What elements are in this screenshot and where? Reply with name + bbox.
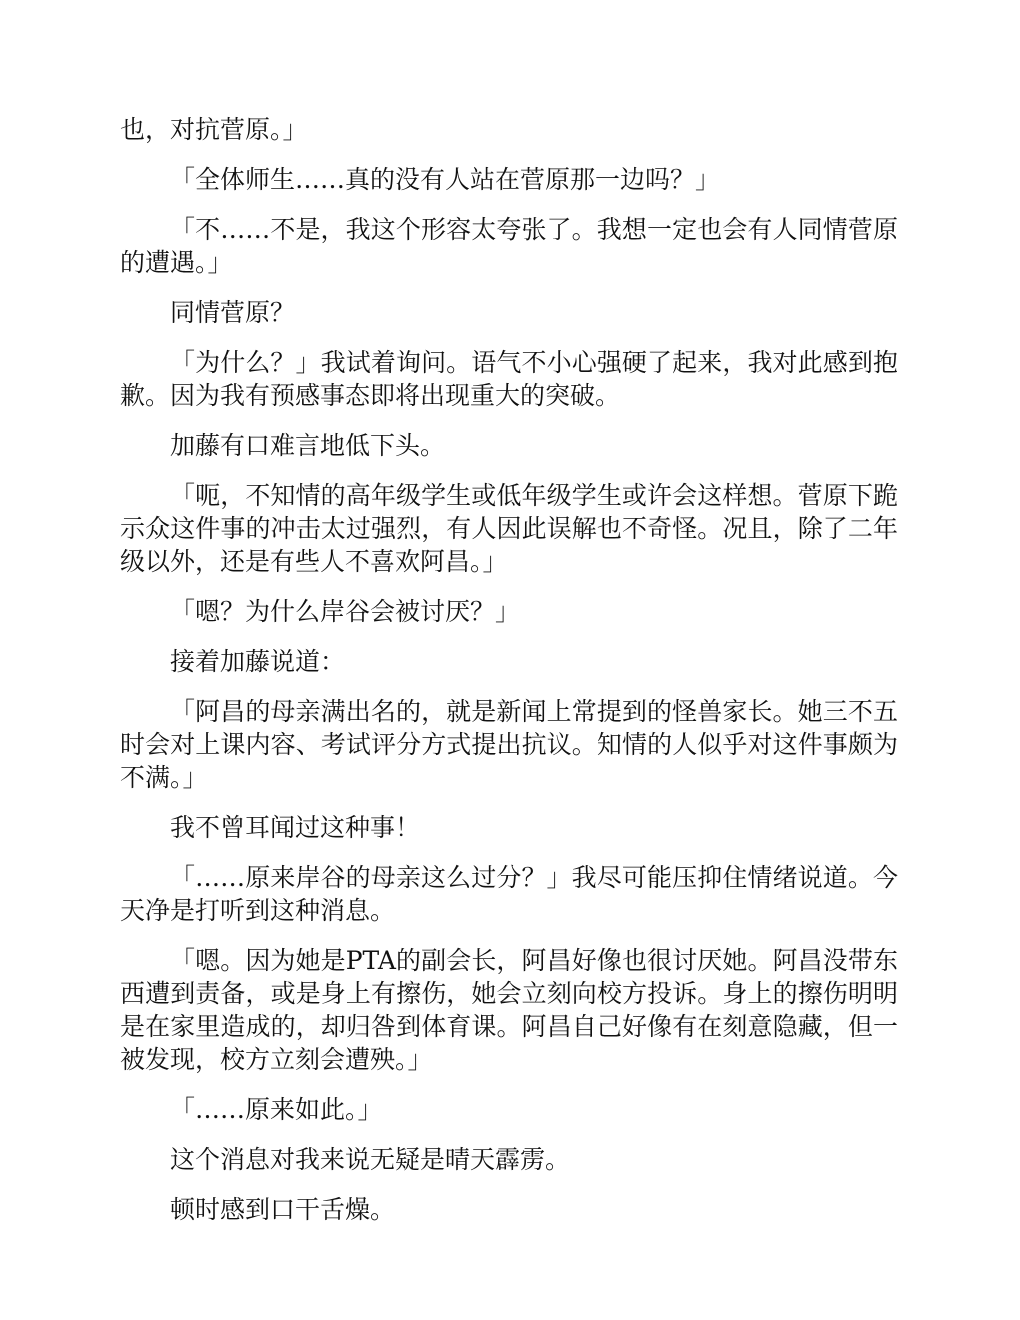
paragraph: 我不曾耳闻过这种事！ [170, 813, 421, 842]
paragraph: 「……原来如此。」 [170, 1095, 383, 1124]
paragraph: 「全体师生……真的没有人站在菅原那一边吗？」 [170, 165, 721, 194]
paragraph: 「嗯？为什么岸谷会被讨厌？」 [170, 597, 521, 626]
paragraph: 「阿昌的母亲满出名的，就是新闻上常提到的怪兽家长。她三不五时会对上课内容、考试评分方式提出抗议。知情的人似乎对这件事颇为不满。」 [120, 697, 898, 792]
document-page [120, 113, 898, 1243]
paragraph: 这个消息对我来说无疑是晴天霹雳。 [170, 1145, 571, 1174]
paragraph: 「为什么？」我试着询问。语气不小心强硬了起来，我对此感到抱歉。因为我有预感事态即将出现重大的突破。 [120, 348, 898, 410]
paragraph: 也，对抗菅原。」 [120, 115, 308, 144]
paragraph: 「嗯。因为她是PTA的副会长，阿昌好像也很讨厌她。阿昌没带东西遭到责备，或是身上有擦伤，她会立刻向校方投诉。身上的擦伤明明是在家里造成的，却归咎到体育课。阿昌自己好像有在刻意隐藏，但一被发现，校方立刻会遭殃。」 [120, 946, 898, 1074]
paragraph: 「……原来岸谷的母亲这么过分？」我尽可能压抑住情绪说道。今天净是打听到这种消息。 [120, 863, 898, 925]
paragraph: 加藤有口难言地低下头。 [170, 431, 446, 460]
paragraph: 接着加藤说道： [170, 647, 346, 676]
paragraph: 同情菅原？ [170, 298, 296, 327]
paragraph: 顿时感到口干舌燥。 [170, 1195, 396, 1224]
paragraph: 「呃，不知情的高年级学生或低年级学生或许会这样想。菅原下跪示众这件事的冲击太过强烈，有人因此误解也不奇怪。况且，除了二年级以外，还是有些人不喜欢阿昌。」 [120, 481, 898, 576]
paragraph: 「不……不是，我这个形容太夸张了。我想一定也会有人同情菅原的遭遇。」 [120, 215, 898, 277]
